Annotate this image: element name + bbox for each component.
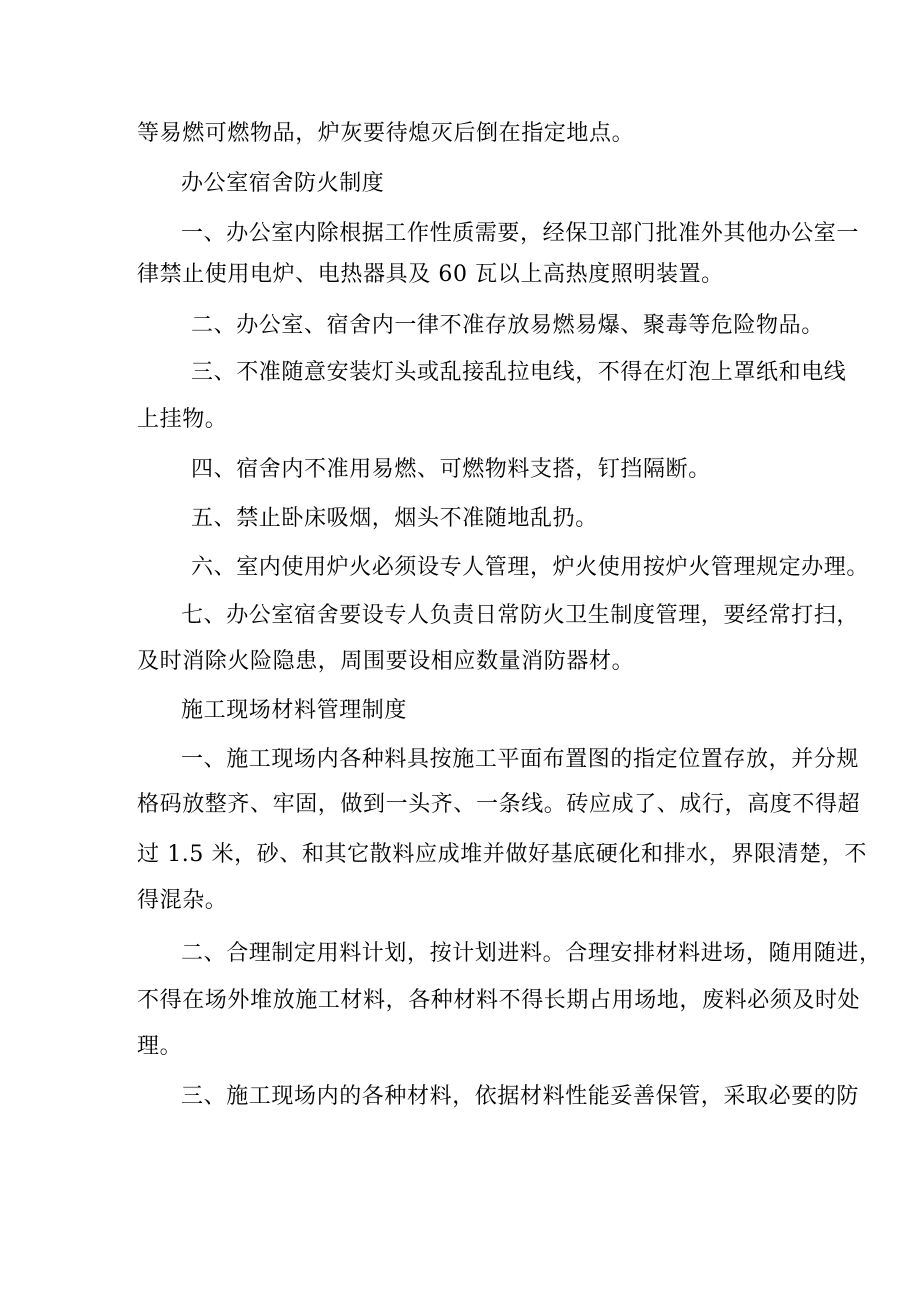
text-line: 得混杂。	[137, 888, 228, 913]
text-line: 一、施工现场内各种料具按施工平面布置图的指定位置存放，并分规	[181, 747, 860, 772]
text-line: 及时消除火险隐患，周围要设相应数量消防器材。	[137, 649, 635, 674]
section-heading-office-dorm-fire: 办公室宿舍防火制度	[181, 171, 385, 196]
text-line: 二、办公室、宿舍内一律不准存放易燃易爆、聚毒等危险物品。	[191, 313, 824, 338]
text-line: 上挂物。	[137, 407, 228, 432]
text-line: 五、禁止卧床吸烟，烟头不准随地乱扔。	[191, 506, 598, 531]
text-line: 三、不准随意安装灯头或乱接乱拉电线，不得在灯泡上罩纸和电线	[191, 360, 847, 385]
text-line: 不得在场外堆放施工材料，各种材料不得长期占用场地，废料必须及时处	[137, 988, 861, 1013]
text-line: 三、施工现场内的各种材料，依据材料性能妥善保管，采取必要的防	[181, 1084, 860, 1109]
text-line: 格码放整齐、牢固，做到一头齐、一条线。砖应成了、成行，高度不得超	[137, 792, 861, 817]
text-line: 律禁止使用电炉、电热器具及 60 瓦以上高热度照明装置。	[137, 262, 724, 287]
text-line: 六、室内使用炉火必须设专人管理，炉火使用按炉火管理规定办理。	[191, 555, 870, 580]
section-heading-material-management: 施工现场材料管理制度	[181, 698, 408, 723]
text-line: 等易燃可燃物品，炉灰要待熄灭后倒在指定地点。	[137, 121, 635, 146]
text-line: 七、办公室宿舍要设专人负责日常防火卫生制度管理，要经常打扫，	[181, 603, 860, 628]
text-line: 二、合理制定用料计划，按计划进料。合理安排材料进场，随用随进，	[181, 941, 882, 966]
text-line: 一、办公室内除根据工作性质需要，经保卫部门批准外其他办公室一	[181, 221, 860, 246]
text-line: 四、宿舍内不准用易燃、可燃物料支搭，钉挡隔断。	[191, 457, 711, 482]
text-line: 过 1.5 米，砂、和其它散料应成堆并做好基底硬化和排水，界限清楚，不	[137, 842, 867, 867]
text-line: 理。	[137, 1034, 183, 1059]
